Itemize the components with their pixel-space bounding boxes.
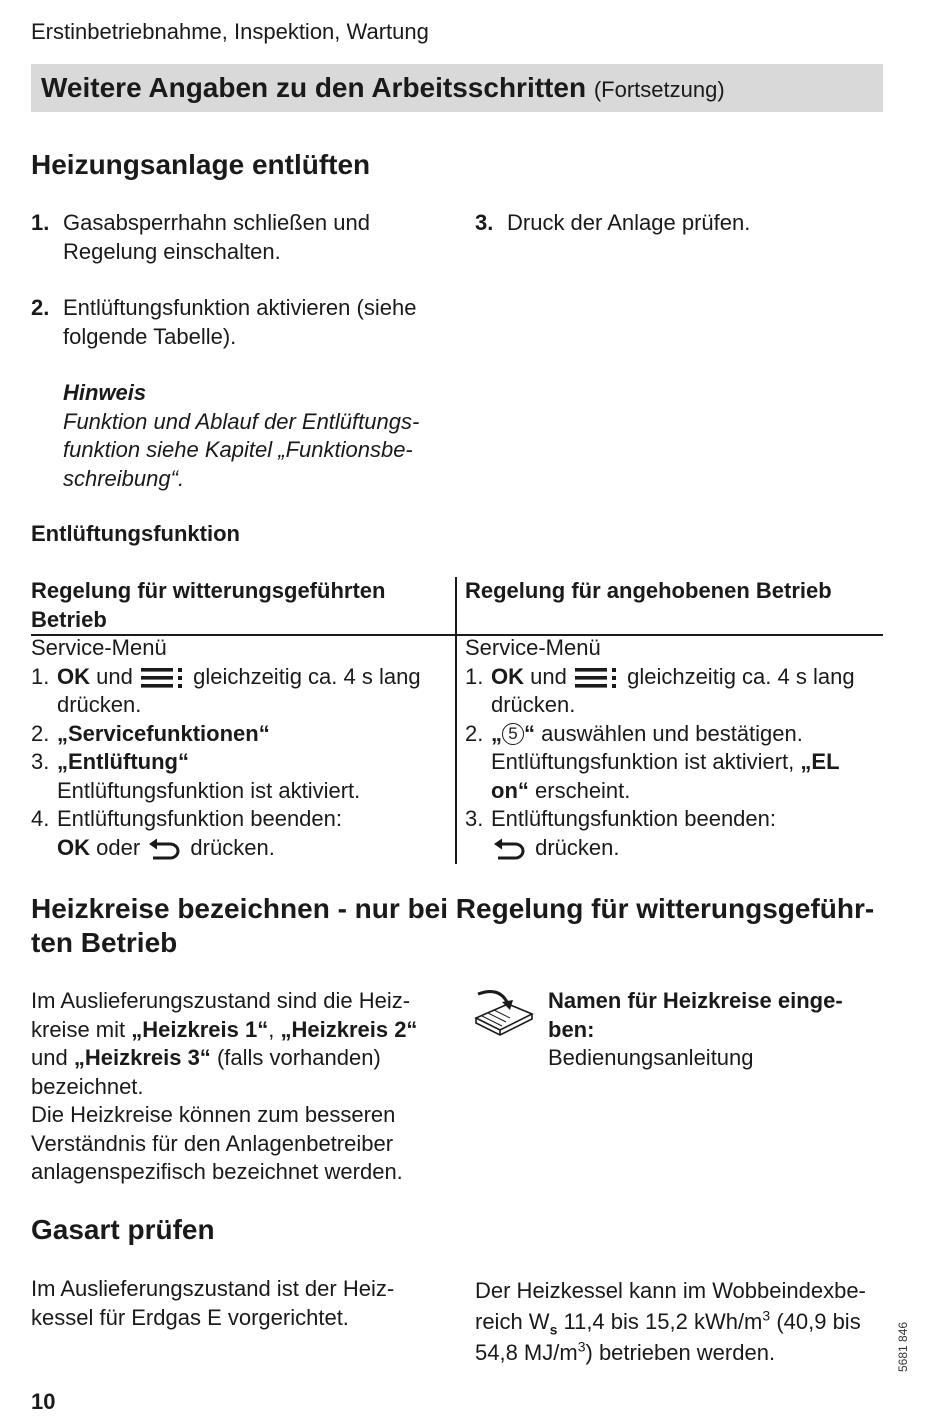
gasart-left-text: Im Auslieferungszustand ist der Heiz-kessel für Erdgas E vorgerichtet. xyxy=(31,1276,395,1330)
table-column-divider xyxy=(455,577,457,864)
menu-icon xyxy=(141,667,185,689)
list-number: 4. xyxy=(31,806,50,831)
list-rest: Entlüftungsfunktion ist aktiviert, xyxy=(491,749,795,774)
ok-key-label: OK xyxy=(57,834,90,860)
und-label: und xyxy=(96,663,133,689)
druecken-label: drücken. xyxy=(535,834,620,860)
list-number: 2. xyxy=(31,720,50,746)
paragraph-text: (falls vorhanden) bezeichnet. xyxy=(31,1045,381,1099)
table-right-column xyxy=(465,577,880,862)
reference-box xyxy=(548,987,878,1073)
el-on-display: „EL on“ xyxy=(491,749,840,803)
back-arrow-icon xyxy=(148,838,182,860)
note-title: Hinweis xyxy=(63,380,147,405)
steps-left-column xyxy=(31,209,446,493)
list-number: 1. xyxy=(465,663,484,689)
step-text: Gasabsperrhahn schließen und Regelung einschalten. xyxy=(63,210,370,264)
paragraph-2: Die Heizkreise können zum besseren Verständnis für den Anlagenbetreiber anlagenspezifisch bezeichnet werden. xyxy=(31,1102,403,1184)
list-number: 2. xyxy=(465,720,484,746)
superscript-3: 3 xyxy=(762,1307,771,1324)
list-rest: Entlüftungsfunktion beenden: xyxy=(57,806,343,831)
step-2 xyxy=(31,294,446,351)
section-title-entlueften: Heizungsanlage entlüften xyxy=(31,149,371,180)
paragraph-text: Der Heizkessel kann im Wobbeindexbe-reich W xyxy=(475,1278,866,1334)
paragraph-text: und xyxy=(31,1045,68,1070)
quote-close: “ xyxy=(524,720,535,746)
table-left-intro: Service-Menü xyxy=(31,635,167,660)
banner-subtitle: (Fortsetzung) xyxy=(593,77,725,102)
back-arrow-icon xyxy=(493,838,527,860)
list-text xyxy=(491,663,880,720)
section-title-heizkreise: Heizkreise bezeichnen - nur bei Regelung für witterungsgeführ-ten Betrieb xyxy=(31,893,875,958)
table-right-intro: Service-Menü xyxy=(465,635,601,660)
table-left-column xyxy=(31,577,446,862)
list-rest: Entlüftungsfunktion beenden: xyxy=(491,806,777,831)
paragraph-text: (40,9 bis 54,8 MJ/m xyxy=(475,1309,861,1365)
oder-label: oder xyxy=(96,834,141,860)
step-number: 2. xyxy=(31,295,50,320)
banner-title-text: Weitere Angaben zu den Arbeitsschritten xyxy=(41,72,587,103)
list-text xyxy=(57,748,446,805)
list-number: 1. xyxy=(31,663,50,689)
list-rest: auswählen und bestätigen. xyxy=(541,720,803,746)
menu-icon xyxy=(575,667,619,689)
steps-right-column xyxy=(475,209,875,238)
ok-key-label: OK xyxy=(57,663,90,689)
running-header: Erstinbetriebnahme, Inspektion, Wartung xyxy=(31,19,429,44)
table-caption: Entlüftungsfunktion xyxy=(31,521,240,546)
subscript-s: s xyxy=(549,1321,558,1338)
list-text xyxy=(491,805,880,862)
und-label: und xyxy=(530,663,567,689)
menu-path-servicefunktionen: „Servicefunktionen“ xyxy=(57,720,270,746)
comma: , xyxy=(268,1016,275,1042)
heizkreis-1-label: „Heizkreis 1“ xyxy=(131,1016,269,1042)
section-title-gasart: Gasart prüfen xyxy=(31,1214,215,1245)
table-header-left: Regelung für witterungsgeführten Betrieb xyxy=(31,578,386,632)
heizkreis-3-label: „Heizkreis 3“ xyxy=(73,1045,211,1070)
list-text xyxy=(57,805,446,862)
gasart-right-text xyxy=(475,1275,887,1368)
banner-title xyxy=(41,71,725,107)
list-rest: Entlüftungsfunktion ist aktiviert. xyxy=(57,777,361,803)
note-text: Funktion und Ablauf der Entlüftungs-funktion siehe Kapitel „Funktionsbe-schreibung“. xyxy=(63,408,420,491)
step-3 xyxy=(475,209,875,238)
list-item xyxy=(465,805,880,862)
section-banner xyxy=(31,64,883,112)
reference-title: Namen für Heizkreise einge-ben: xyxy=(548,988,843,1042)
step-number: 1. xyxy=(31,210,50,235)
list-number: 3. xyxy=(465,806,484,831)
step-text: Druck der Anlage prüfen. xyxy=(507,210,751,235)
circled-five-icon: 5 xyxy=(502,723,524,745)
paragraph-text: Im Auslieferungszustand sind die Heiz-kreise mit xyxy=(31,988,411,1042)
table-header-right: Regelung für angehobenen Betrieb xyxy=(465,578,832,603)
note-box xyxy=(63,379,443,493)
document-code: 5681 846 xyxy=(896,1321,910,1372)
list-rest: gleichzeitig ca. 4 s lang drücken. xyxy=(491,663,855,717)
list-item xyxy=(31,720,446,749)
heizkreis-2-label: „Heizkreis 2“ xyxy=(280,1016,418,1042)
step-text: Entlüftungsfunktion aktivieren (siehe folgende Tabelle). xyxy=(63,295,417,349)
list-item xyxy=(31,805,446,862)
list-rest: gleichzeitig ca. 4 s lang drücken. xyxy=(57,663,421,717)
paragraph-text: 11,4 bis 15,2 kWh/m xyxy=(563,1309,763,1334)
list-item xyxy=(465,663,880,720)
list-item xyxy=(465,720,880,806)
page-number: 10 xyxy=(31,1389,56,1414)
list-text xyxy=(57,663,446,720)
step-1 xyxy=(31,209,446,266)
superscript-3: 3 xyxy=(577,1338,586,1355)
paragraph-text: ) betrieben werden. xyxy=(585,1340,776,1365)
druecken-label: drücken. xyxy=(190,834,275,860)
list-item xyxy=(31,663,446,720)
heizkreise-text xyxy=(31,987,441,1187)
list-rest: erscheint. xyxy=(535,777,631,803)
step-number: 3. xyxy=(475,210,494,235)
menu-path-entlueftung: „Entlüftung“ xyxy=(57,749,189,774)
list-item xyxy=(31,748,446,805)
list-text xyxy=(491,720,880,806)
manual-book-icon xyxy=(472,988,542,1038)
quote-open: „ xyxy=(491,720,502,746)
reference-document: Bedienungsanleitung xyxy=(548,1045,754,1070)
list-number: 3. xyxy=(31,749,50,774)
ok-key-label: OK xyxy=(491,663,524,689)
